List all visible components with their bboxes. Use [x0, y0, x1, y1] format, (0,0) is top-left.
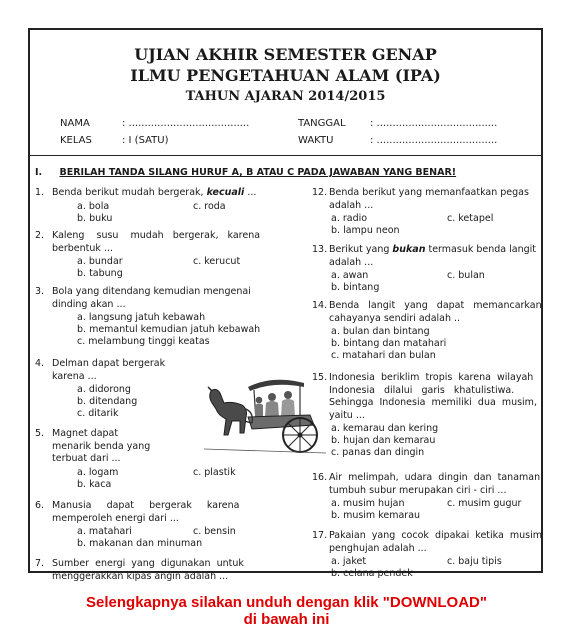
- header-divider: [30, 155, 541, 156]
- question-text: [329, 244, 542, 269]
- question-line: Magnet dapat: [52, 428, 119, 439]
- answer-option: a. kemarau dan kering: [331, 423, 439, 434]
- question-line: menarik benda yang: [52, 440, 151, 452]
- answer-option: b. ditendang: [77, 396, 138, 407]
- kelas-value: : I (SATU): [122, 135, 169, 146]
- question-number: 17.: [312, 530, 328, 541]
- question-number: 16.: [312, 472, 328, 483]
- question-line: penghujan adalah ...: [329, 542, 427, 554]
- waktu-value: : ......................................: [370, 135, 498, 146]
- answer-option: b. kaca: [77, 478, 112, 490]
- question-line: memperoleh energi dari ...: [52, 512, 179, 524]
- answer-option: b. hujan dan kemarau: [331, 435, 436, 446]
- answer-option: a. langsung jatuh kebawah: [77, 312, 206, 323]
- answer-option: b. celana pendek: [331, 568, 413, 579]
- answer-option: c. ketapel: [447, 213, 494, 224]
- answer-option: b. bintang: [331, 282, 380, 293]
- question-number: 5.: [35, 428, 45, 439]
- question-line: Air melimpah, udara dingin dan tanaman: [329, 472, 541, 483]
- question-number: 1.: [35, 187, 45, 198]
- question-number: 3.: [35, 286, 45, 297]
- answer-option: c. panas dan dingin: [331, 447, 425, 458]
- question-text: [52, 500, 278, 525]
- answer-option: a. logam: [77, 466, 119, 478]
- question-line: Sumber energi yang digunakan untuk: [52, 558, 244, 569]
- answer-option: b. lampu neon: [331, 225, 400, 236]
- answer-option: c. plastik: [193, 466, 236, 478]
- answer-option: b. buku: [77, 212, 113, 224]
- answer-option: b. memantul kemudian jatuh kebawah: [77, 324, 261, 335]
- question-line: Berikut yang bukan termasuk benda langit: [329, 244, 537, 255]
- horse-cart-icon: [202, 373, 328, 459]
- kelas-label: KELAS: [60, 135, 92, 146]
- question-line: Indonesia beriklim tropis karena wilayah: [329, 372, 534, 383]
- question-line: menggerakkan kipas angin adalah ...: [52, 570, 229, 582]
- download-cta-line1: Selengkapnya silakan unduh dengan klik "DOWNLOAD": [86, 594, 487, 611]
- question-text: [329, 530, 542, 555]
- question-text: [329, 187, 542, 212]
- answer-option: b. tabung: [77, 268, 123, 279]
- question-line: Pakaian yang cocok dipakai ketika musim: [329, 530, 542, 541]
- tanggal-value: : ......................................: [370, 118, 498, 129]
- question-line: karena ...: [52, 370, 97, 382]
- answer-option: a. matahari: [77, 526, 132, 537]
- question-line: Sehingga Indonesia memiliki dua musim,: [329, 397, 537, 408]
- question-text: [52, 286, 278, 311]
- answer-option: a. musim hujan: [331, 498, 405, 509]
- question-line: Indonesia dilalui garis khatulistiwa.: [329, 384, 515, 396]
- question-number: 14.: [312, 300, 328, 311]
- question-line: Benda berikut yang memanfaatkan pegas: [329, 187, 529, 198]
- question-number: 4.: [35, 358, 45, 369]
- section-instruction: BERILAH TANDA SILANG HURUF A, B ATAU C PADA JAWABAN YANG BENAR!: [59, 167, 457, 178]
- nama-label: NAMA: [60, 118, 90, 129]
- question-line: terbuat dari ...: [52, 453, 121, 464]
- question-number: 12.: [312, 187, 328, 198]
- question-text: [329, 372, 542, 422]
- answer-option: a. bulan dan bintang: [331, 326, 430, 337]
- question-text: [329, 472, 542, 497]
- question-line: berbentuk ...: [52, 242, 114, 254]
- answer-option: c. ditarik: [77, 408, 119, 419]
- question-line: Benda langit yang dapat memancarkan: [329, 300, 542, 311]
- answer-option: c. baju tipis: [447, 556, 502, 567]
- question-number: 2.: [35, 230, 45, 241]
- answer-option: a. jaket: [331, 556, 367, 567]
- exam-title: UJIAN AKHIR SEMESTER GENAP: [134, 45, 437, 64]
- answer-option: c. bensin: [193, 526, 236, 537]
- question-text: [52, 230, 278, 255]
- question-line: yaitu ...: [329, 409, 365, 421]
- question-number: 7.: [35, 558, 45, 569]
- question-line: tumbuh subur merupakan ciri - ciri ...: [329, 484, 507, 496]
- answer-option: c. matahari dan bulan: [331, 350, 436, 361]
- download-cta-line2: di bawah ini: [243, 611, 330, 628]
- exam-header: [30, 44, 541, 107]
- section-number: I.: [35, 167, 43, 178]
- waktu-label: WAKTU: [298, 135, 334, 146]
- section-heading: [35, 167, 456, 178]
- question-line: dinding akan ...: [52, 298, 126, 310]
- question-line: adalah ...: [329, 199, 374, 211]
- question-line: cahayanya sendiri adalah ..: [329, 312, 461, 324]
- answer-option: b. musim kemarau: [331, 510, 421, 521]
- answer-option: b. makanan dan minuman: [77, 538, 203, 549]
- question-line: Bola yang ditendang kemudian mengenai: [52, 286, 251, 297]
- exam-year: TAHUN AJARAN 2014/2015: [185, 89, 386, 104]
- question-line: Kaleng susu mudah bergerak, karena: [52, 230, 261, 241]
- question-line: Manusia dapat bergerak karena: [52, 500, 240, 511]
- question-text: [329, 300, 542, 325]
- answer-option: c. kerucut: [193, 256, 241, 267]
- tanggal-label: TANGGAL: [298, 118, 346, 129]
- answer-option: c. melambung tinggi keatas: [77, 336, 210, 347]
- exam-sheet: [28, 28, 543, 582]
- question-number: 6.: [35, 500, 45, 511]
- answer-option: c. musim gugur: [447, 498, 522, 509]
- nama-value: : ......................................: [122, 118, 250, 129]
- question-text: [52, 558, 278, 583]
- question-line: adalah ...: [329, 256, 374, 268]
- answer-option: a. bundar: [77, 256, 123, 267]
- answer-option: a. awan: [331, 270, 369, 281]
- question-line: Delman dapat bergerak: [52, 358, 166, 369]
- answer-option: c. roda: [193, 200, 226, 212]
- answer-option: c. bulan: [447, 270, 485, 281]
- question-number: 13.: [312, 244, 328, 255]
- exam-subject: ILMU PENGETAHUAN ALAM (IPA): [130, 66, 441, 85]
- answer-option: a. radio: [331, 213, 368, 224]
- question-text: [52, 187, 278, 200]
- answer-option: a. bola: [77, 200, 110, 212]
- answer-option: a. didorong: [77, 384, 131, 395]
- answer-option: b. bintang dan matahari: [331, 338, 447, 349]
- question-number: 15.: [312, 372, 328, 383]
- question-line: Benda berikut mudah bergerak, kecuali ...: [52, 187, 257, 198]
